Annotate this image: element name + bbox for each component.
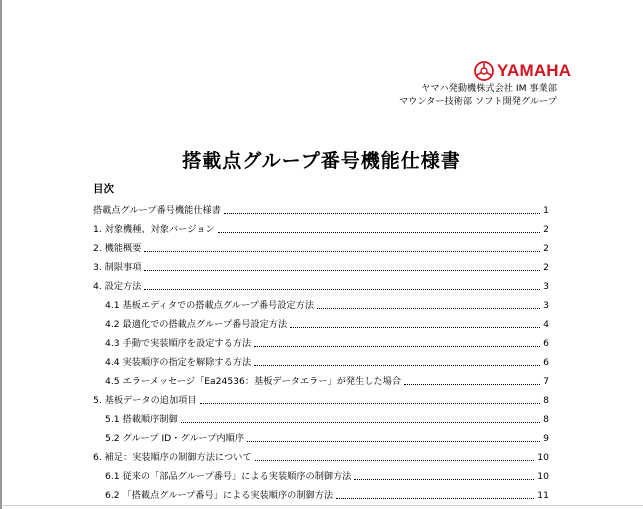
bottom-divider [3,505,643,506]
toc-entry-label: 3. 制限事項 [93,262,142,273]
toc-entry[interactable] [105,336,549,350]
toc-entry-label: 6.1 従来の「部品グループ番号」による実装順序の制御方法 [105,471,352,482]
toc-dot-leader [254,346,540,347]
toc-dot-leader [224,213,540,214]
toc-entry[interactable] [105,431,549,445]
toc-entry-label: 1. 対象機種、対象バージョン [93,224,215,235]
toc-entry-label: 2. 機能概要 [93,243,142,254]
toc-entry[interactable] [105,355,549,369]
toc-entry-label: 4.2 最適化での搭載点グループ番号設定方法 [105,319,288,330]
toc-entry-label: 6.2 「搭載点グループ番号」による実装順序の制御方法 [105,490,334,501]
toc-entry[interactable] [105,488,549,502]
toc-entry-page: 8 [543,414,549,425]
toc-entry-label: 5.1 搭載順序制御 [105,414,178,425]
toc-entry-label: 4. 設定方法 [93,281,142,292]
toc-entry-page: 11 [537,490,549,501]
toc-dot-leader [144,289,540,290]
toc-dot-leader [181,422,540,423]
toc-entry[interactable] [93,222,549,236]
toc-dot-leader [247,441,540,442]
toc-entry-label: 4.4 実装順序の指定を解除する方法 [105,357,252,368]
company-line-1: ヤマハ発動機株式会社 IM 事業部 [421,83,557,94]
toc-entry-label: 4.5 エラーメッセージ「Ea24536：基板データエラー」が発生した場合 [105,376,402,387]
toc-entry-page: 6 [543,357,549,368]
company-info [399,82,557,108]
toc-entry-page: 10 [537,471,549,482]
toc-heading: 目次 [93,183,114,195]
toc-dot-leader [144,251,540,252]
toc-entry[interactable] [105,412,549,426]
toc-dot-leader [254,365,540,366]
document-title: 搭載点グループ番号機能仕様書 [182,150,461,172]
toc-entry[interactable] [93,450,549,464]
toc-entry[interactable] [105,374,549,388]
toc-entry[interactable] [93,393,549,407]
toc-entry-page: 4 [543,319,549,330]
tuning-fork-emblem-icon [474,61,494,81]
toc-entry-label: 6. 補足：実装順序の制御方法について [93,452,252,463]
logo-text: YAMAHA [497,61,572,80]
toc-entry-page: 7 [543,376,549,387]
toc-entry-page: 6 [543,338,549,349]
toc-entry[interactable] [93,241,549,255]
page-edge [0,0,2,509]
toc-entry-label: 5. 基板データの追加項目 [93,395,197,406]
toc-dot-leader [354,479,534,480]
toc-dot-leader [290,327,540,328]
toc-entry-label: 搭載点グループ番号機能仕様書 [93,205,221,216]
toc-dot-leader [404,384,540,385]
toc-entry-label: 5.2 グループ ID・グループ内順序 [105,433,245,444]
toc-entry[interactable] [105,298,549,312]
toc-dot-leader [144,270,540,271]
toc-entry-page: 1 [543,205,549,216]
toc-entry-page: 10 [537,452,549,463]
toc-entry-label: 4.1 基板エディタでの搭載点グループ番号設定方法 [105,300,314,311]
toc-entry-label: 4.3 手動で実装順序を設定する方法 [105,338,252,349]
toc-entry-page: 9 [543,433,549,444]
toc-entry-page: 8 [543,395,549,406]
toc-dot-leader [218,232,541,233]
toc-dot-leader [317,308,540,309]
toc-dot-leader [200,403,541,404]
yamaha-logo [474,60,571,82]
toc-entry-page: 2 [543,262,549,273]
toc-entry-page: 2 [543,243,549,254]
toc-entry-page: 3 [543,281,549,292]
toc-entry[interactable] [105,469,549,483]
toc-entry[interactable] [93,279,549,293]
toc-entry-page: 3 [543,300,549,311]
toc-dot-leader [336,498,534,499]
toc-entry-page: 2 [543,224,549,235]
toc-entry[interactable] [105,317,549,331]
company-line-2: マウンター技術部 ソフト開発グループ [398,96,557,107]
toc-entry[interactable] [93,203,549,217]
toc-entry[interactable] [93,260,549,274]
toc-dot-leader [255,460,535,461]
